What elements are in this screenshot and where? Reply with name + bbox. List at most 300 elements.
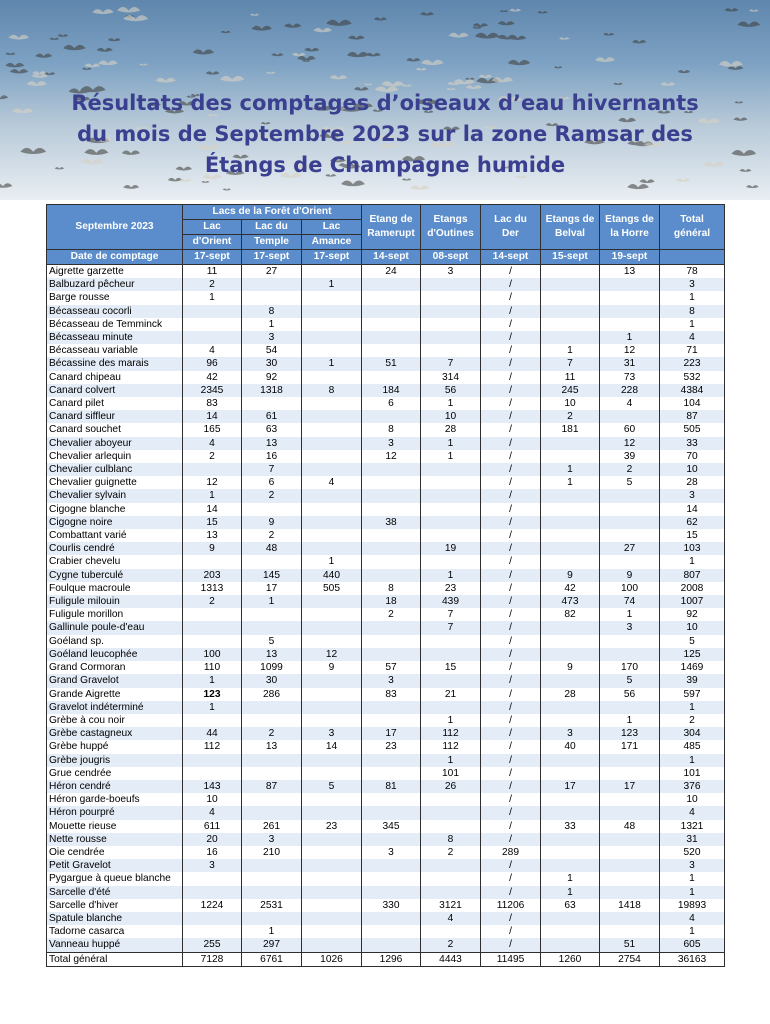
cell-outines (421, 820, 481, 833)
col-header-belval: Etangs de Belval (541, 205, 600, 250)
cell-ramerupt (362, 503, 421, 516)
cell-der: / (481, 595, 541, 608)
col-header-orient-l2: d'Orient (183, 235, 242, 250)
cell-ramerupt (362, 886, 421, 899)
cell-orient: 1 (183, 674, 242, 687)
cell-species: Gallinule poule-d'eau (47, 621, 183, 634)
cell-species: Bécasseau variable (47, 344, 183, 357)
cell-ramerupt (362, 701, 421, 714)
cell-belval: 82 (541, 608, 600, 621)
cell-belval (541, 793, 600, 806)
bird-shape (421, 60, 444, 65)
cell-temple: 30 (242, 674, 302, 687)
col-header-outines: Etangs d'Outines (421, 205, 481, 250)
table-row (47, 437, 725, 450)
cell-ramerupt (362, 912, 421, 925)
cell-temple: 2531 (242, 899, 302, 912)
cell-outines: 26 (421, 780, 481, 793)
cell-temple: 210 (242, 846, 302, 859)
cell-species: Fuligule milouin (47, 595, 183, 608)
cell-horre (600, 489, 660, 502)
cell-outines (421, 476, 481, 489)
cell-orient: 611 (183, 820, 242, 833)
col-header-der: Lac du Der (481, 205, 541, 250)
cell-horre (600, 278, 660, 291)
table-row (47, 516, 725, 529)
cell-temple: 1 (242, 925, 302, 938)
cell-orient: 3 (183, 859, 242, 872)
cell-outines (421, 503, 481, 516)
cell-amance: 3 (302, 727, 362, 740)
table-row (47, 767, 725, 780)
cell-belval: 9 (541, 569, 600, 582)
cell-belval (541, 529, 600, 542)
cell-belval (541, 621, 600, 634)
table-row (47, 331, 725, 344)
cell-total: 62 (660, 516, 725, 529)
cell-belval: 17 (541, 780, 600, 793)
cell-temple (242, 806, 302, 819)
cell-ramerupt: 23 (362, 740, 421, 753)
cell-belval (541, 754, 600, 767)
cell-ramerupt (362, 463, 421, 476)
col-header-total: Total général (660, 205, 725, 250)
bird-shape (304, 48, 319, 52)
cell-belval (541, 912, 600, 925)
cell-outines: 10 (421, 410, 481, 423)
bird-shape (193, 49, 214, 54)
cell-temple (242, 859, 302, 872)
cell-species: Tadorne casarca (47, 925, 183, 938)
cell-orient (183, 925, 242, 938)
cell-horre (600, 912, 660, 925)
cell-outines: 56 (421, 384, 481, 397)
cell-temple: 27 (242, 265, 302, 279)
cell-total: 125 (660, 648, 725, 661)
cell-outines: 7 (421, 621, 481, 634)
bird-shape (5, 63, 24, 68)
cell-species: Héron cendré (47, 780, 183, 793)
page-title (0, 88, 770, 181)
cell-amance (302, 912, 362, 925)
cell-orient: 4 (183, 437, 242, 450)
cell-ramerupt: 83 (362, 688, 421, 701)
cell-der: / (481, 437, 541, 450)
cell-species: Barge rousse (47, 291, 183, 304)
cell-belval (541, 450, 600, 463)
cell-amance (302, 503, 362, 516)
cell-species: Héron pourpré (47, 806, 183, 819)
cell-belval: 9 (541, 661, 600, 674)
cell-outines: 1 (421, 450, 481, 463)
cell-belval: 10 (541, 397, 600, 410)
table-row (47, 859, 725, 872)
cell-outines: 15 (421, 661, 481, 674)
cell-temple: 261 (242, 820, 302, 833)
cell-outines: 19 (421, 542, 481, 555)
cell-horre (600, 555, 660, 568)
date-total (660, 250, 725, 265)
table-row (47, 714, 725, 727)
cell-ramerupt (362, 872, 421, 885)
cell-horre (600, 859, 660, 872)
cell-temple: 7 (242, 463, 302, 476)
cell-der: / (481, 503, 541, 516)
cell-species: Grue cendrée (47, 767, 183, 780)
col-header-amance-l1: Lac (302, 220, 362, 235)
cell-orient: 16 (183, 846, 242, 859)
cell-total: 87 (660, 410, 725, 423)
cell-horre: 1418 (600, 899, 660, 912)
cell-horre: 1 (600, 714, 660, 727)
cell-species: Grand Gravelot (47, 674, 183, 687)
table-row (47, 542, 725, 555)
cell-total: 71 (660, 344, 725, 357)
cell-temple: 13 (242, 437, 302, 450)
cell-temple (242, 278, 302, 291)
cell-orient: 7128 (183, 952, 242, 966)
cell-species: Crabier chevelu (47, 555, 183, 568)
cell-der: / (481, 331, 541, 344)
cell-temple: 5 (242, 635, 302, 648)
cell-temple (242, 793, 302, 806)
cell-belval (541, 278, 600, 291)
cell-temple: 61 (242, 410, 302, 423)
col-header-amance-l2: Amance (302, 235, 362, 250)
bird-shape (660, 82, 675, 86)
bird-shape (402, 84, 412, 86)
cell-temple (242, 767, 302, 780)
cell-amance (302, 542, 362, 555)
cell-belval: 245 (541, 384, 600, 397)
cell-belval: 33 (541, 820, 600, 833)
cell-der: / (481, 635, 541, 648)
cell-ramerupt (362, 569, 421, 582)
table-row (47, 886, 725, 899)
bird-shape (559, 37, 569, 39)
cell-amance: 1026 (302, 952, 362, 966)
cell-total: 532 (660, 371, 725, 384)
cell-species: Cigogne blanche (47, 503, 183, 516)
cell-der: / (481, 806, 541, 819)
cell-amance (302, 595, 362, 608)
table-row (47, 476, 725, 489)
cell-amance (302, 806, 362, 819)
cell-belval: 28 (541, 688, 600, 701)
cell-belval (541, 767, 600, 780)
cell-horre: 17 (600, 780, 660, 793)
cell-horre (600, 701, 660, 714)
bird-shape (155, 78, 175, 83)
table-row (47, 846, 725, 859)
header-banner (0, 0, 770, 200)
cell-total: 70 (660, 450, 725, 463)
cell-temple (242, 555, 302, 568)
cell-total: 505 (660, 423, 725, 436)
cell-belval: 2 (541, 410, 600, 423)
date-outines: 08-sept (421, 250, 481, 265)
cell-horre: 3 (600, 621, 660, 634)
table-header (47, 205, 725, 265)
cell-belval (541, 846, 600, 859)
cell-total: 14 (660, 503, 725, 516)
bird-shape (420, 12, 434, 15)
cell-outines (421, 648, 481, 661)
cell-orient: 1 (183, 701, 242, 714)
cell-belval: 42 (541, 582, 600, 595)
cell-total: 4384 (660, 384, 725, 397)
cell-species: Grèbe jougris (47, 754, 183, 767)
cell-ramerupt (362, 754, 421, 767)
cell-species: Gravelot indéterminé (47, 701, 183, 714)
cell-amance (302, 859, 362, 872)
col-header-orient-l1: Lac (183, 220, 242, 235)
cell-ramerupt: 18 (362, 595, 421, 608)
cell-amance (302, 899, 362, 912)
cell-outines (421, 291, 481, 304)
cell-belval (541, 859, 600, 872)
cell-belval (541, 714, 600, 727)
cell-orient: 9 (183, 542, 242, 555)
cell-total: 1469 (660, 661, 725, 674)
cell-der: / (481, 516, 541, 529)
cell-temple: 145 (242, 569, 302, 582)
cell-outines: 7 (421, 357, 481, 370)
cell-der: / (481, 727, 541, 740)
table-row (47, 529, 725, 542)
cell-horre (600, 529, 660, 542)
table-row (47, 899, 725, 912)
cell-ramerupt (362, 291, 421, 304)
bird-shape (410, 185, 429, 190)
cell-orient: 42 (183, 371, 242, 384)
cell-orient: 11 (183, 265, 242, 279)
date-label: Date de comptage (47, 250, 183, 265)
table-row (47, 635, 725, 648)
table-row (47, 423, 725, 436)
bird-shape (381, 81, 403, 86)
cell-ramerupt (362, 476, 421, 489)
cell-horre: 5 (600, 674, 660, 687)
bird-shape (347, 52, 369, 57)
cell-amance (302, 463, 362, 476)
cell-ramerupt: 17 (362, 727, 421, 740)
cell-horre: 1 (600, 608, 660, 621)
cell-horre: 2 (600, 463, 660, 476)
cell-amance (302, 886, 362, 899)
cell-temple (242, 503, 302, 516)
bird-shape (537, 11, 547, 13)
cell-temple: 87 (242, 780, 302, 793)
cell-outines (421, 674, 481, 687)
cell-der: / (481, 305, 541, 318)
cell-horre: 56 (600, 688, 660, 701)
cell-total: 807 (660, 569, 725, 582)
cell-orient: 100 (183, 648, 242, 661)
cell-amance: 9 (302, 661, 362, 674)
cell-total: 376 (660, 780, 725, 793)
cell-temple: 1099 (242, 661, 302, 674)
cell-ramerupt (362, 318, 421, 331)
bird-shape (500, 10, 508, 12)
cell-ramerupt: 12 (362, 450, 421, 463)
cell-belval (541, 925, 600, 938)
bird-shape (498, 21, 515, 25)
cell-horre: 4 (600, 397, 660, 410)
cell-outines (421, 806, 481, 819)
cell-species: Canard pilet (47, 397, 183, 410)
cell-horre: 228 (600, 384, 660, 397)
cell-outines: 23 (421, 582, 481, 595)
cell-belval (541, 635, 600, 648)
cell-total: 10 (660, 621, 725, 634)
cell-amance (302, 754, 362, 767)
bird-shape (27, 81, 47, 86)
cell-total: 4 (660, 912, 725, 925)
bird-shape (719, 61, 743, 67)
bird-shape (58, 34, 69, 37)
table-row (47, 912, 725, 925)
cell-amance (302, 833, 362, 846)
cell-temple: 3 (242, 833, 302, 846)
bird-shape (108, 38, 121, 41)
cell-belval: 1 (541, 344, 600, 357)
cell-temple: 297 (242, 938, 302, 952)
cell-belval (541, 318, 600, 331)
bird-shape (330, 75, 348, 79)
cell-amance (302, 793, 362, 806)
cell-total: 39 (660, 674, 725, 687)
date-temple: 17-sept (242, 250, 302, 265)
bird-shape (221, 31, 231, 33)
cell-amance: 505 (302, 582, 362, 595)
cell-belval: 11 (541, 371, 600, 384)
cell-orient: 4 (183, 806, 242, 819)
bird-shape (472, 26, 482, 28)
cell-orient: 2 (183, 595, 242, 608)
cell-total: 223 (660, 357, 725, 370)
cell-orient: 15 (183, 516, 242, 529)
bird-shape (297, 56, 316, 60)
cell-der: / (481, 555, 541, 568)
cell-temple: 9 (242, 516, 302, 529)
table-row (47, 780, 725, 793)
cell-belval (541, 503, 600, 516)
cell-der: / (481, 582, 541, 595)
date-row (47, 250, 725, 265)
bird-shape (220, 76, 244, 82)
table-row (47, 938, 725, 952)
cell-horre: 100 (600, 582, 660, 595)
bird-shape (201, 181, 209, 183)
cell-species: Chevalier culblanc (47, 463, 183, 476)
cell-der: / (481, 476, 541, 489)
cell-belval: 40 (541, 740, 600, 753)
cell-temple (242, 608, 302, 621)
cell-outines (421, 516, 481, 529)
cell-ramerupt: 38 (362, 516, 421, 529)
cell-ramerupt: 24 (362, 265, 421, 279)
cell-species: Chevalier sylvain (47, 489, 183, 502)
cell-amance (302, 423, 362, 436)
cell-temple: 1 (242, 595, 302, 608)
cell-orient (183, 767, 242, 780)
cell-belval (541, 806, 600, 819)
cell-outines: 2 (421, 938, 481, 952)
cell-der: 289 (481, 846, 541, 859)
bird-shape (206, 71, 220, 74)
cell-species: Cigogne noire (47, 516, 183, 529)
cell-total: 4 (660, 806, 725, 819)
cell-temple (242, 754, 302, 767)
cell-total: 1007 (660, 595, 725, 608)
cell-amance (302, 701, 362, 714)
cell-orient: 20 (183, 833, 242, 846)
bird-shape (123, 185, 139, 189)
table-row (47, 357, 725, 370)
bird-shape (749, 9, 759, 11)
cell-amance (302, 331, 362, 344)
cell-ramerupt (362, 371, 421, 384)
bird-shape (554, 66, 563, 68)
cell-outines (421, 925, 481, 938)
cell-total: 605 (660, 938, 725, 952)
cell-der: / (481, 740, 541, 753)
bird-shape (632, 40, 646, 43)
cell-total: 78 (660, 265, 725, 279)
cell-ramerupt: 184 (362, 384, 421, 397)
cell-total: 101 (660, 767, 725, 780)
cell-der: / (481, 621, 541, 634)
table-row (47, 688, 725, 701)
cell-horre (600, 291, 660, 304)
cell-outines: 1 (421, 714, 481, 727)
cell-amance (302, 938, 362, 952)
cell-orient (183, 754, 242, 767)
cell-species: Oie cendrée (47, 846, 183, 859)
total-row (47, 952, 725, 966)
cell-orient: 143 (183, 780, 242, 793)
cell-total: 1 (660, 754, 725, 767)
bird-shape (35, 54, 52, 58)
cell-belval: 1260 (541, 952, 600, 966)
cell-belval (541, 938, 600, 952)
cell-amance (302, 714, 362, 727)
bird-shape (448, 33, 468, 38)
cell-belval (541, 555, 600, 568)
cell-total: 597 (660, 688, 725, 701)
table-row (47, 833, 725, 846)
cell-belval: 1 (541, 463, 600, 476)
cell-der: / (481, 357, 541, 370)
cell-amance (302, 489, 362, 502)
cell-der: / (481, 344, 541, 357)
cell-total: 2008 (660, 582, 725, 595)
cell-horre (600, 767, 660, 780)
cell-horre (600, 516, 660, 529)
cell-ramerupt (362, 555, 421, 568)
cell-ramerupt (362, 489, 421, 502)
cell-ramerupt (362, 331, 421, 344)
cell-der: / (481, 714, 541, 727)
cell-temple: 48 (242, 542, 302, 555)
cell-ramerupt: 1296 (362, 952, 421, 966)
bird-shape (508, 60, 530, 65)
cell-der: / (481, 833, 541, 846)
cell-belval: 1 (541, 476, 600, 489)
cell-belval (541, 489, 600, 502)
cell-total: 104 (660, 397, 725, 410)
